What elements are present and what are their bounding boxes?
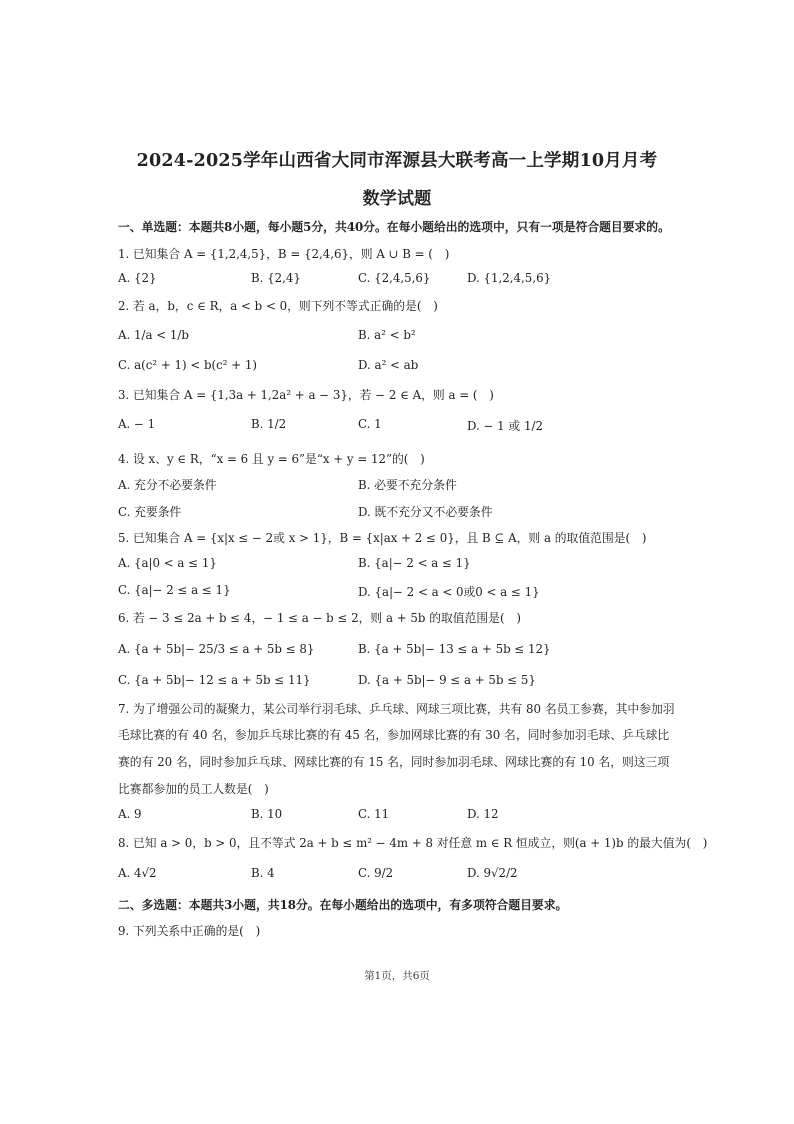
question-2-stem: 2. 若 a，b，c ∈ R，a < b < 0，则下列不等式正确的是( ) bbox=[118, 299, 438, 313]
question-9-stem: 9. 下列关系中正确的是( ) bbox=[118, 924, 261, 938]
exam-subtitle: 数学试题 bbox=[362, 189, 432, 209]
exam-title: 2024-2025学年山西省大同市浑源县大联考高一上学期10月月考 bbox=[136, 151, 658, 171]
question-6-option-a: A. {a + 5b|− 25/3 ≤ a + 5b ≤ 8} bbox=[118, 642, 315, 656]
question-5-option-a: A. {a|0 < a ≤ 1} bbox=[118, 556, 217, 570]
question-6-option-b: B. {a + 5b|− 13 ≤ a + 5b ≤ 12} bbox=[358, 642, 551, 656]
question-7-stem-line-1: 7. 为了增强公司的凝聚力，某公司举行羽毛球、乒乓球、网球三项比赛，共有 80 名员工参赛，其中参加羽 bbox=[118, 702, 675, 716]
question-1-option-a: A. {2} bbox=[118, 271, 157, 285]
question-1-option-b: B. {2,4} bbox=[251, 271, 301, 285]
question-4-option-d: D. 既不充分又不必要条件 bbox=[358, 505, 493, 519]
question-6-stem: 6. 若 − 3 ≤ 2a + b ≤ 4，− 1 ≤ a − b ≤ 2，则 a + 5b 的取值范围是( ) bbox=[118, 611, 521, 625]
question-4-option-a: A. 充分不必要条件 bbox=[118, 478, 217, 492]
question-5-stem: 5. 已知集合 A = {x|x ≤ − 2或 x > 1}，B = {x|ax + 2 ≤ 0}，且 B ⊆ A，则 a 的取值范围是( ) bbox=[118, 531, 647, 545]
question-7-option-b: B. 10 bbox=[251, 807, 283, 821]
question-7-option-c: C. 11 bbox=[358, 807, 390, 821]
question-7-stem-line-4: 比赛都参加的员工人数是( ) bbox=[118, 782, 269, 796]
question-7-stem-line-3: 赛的有 20 名，同时参加乒乓球、网球比赛的有 15 名，同时参加羽毛球、网球比赛的有 10 名，则这三项 bbox=[118, 755, 670, 769]
question-4-option-b: B. 必要不充分条件 bbox=[358, 478, 457, 492]
question-3-option-d: D. − 1 或 1/2 bbox=[467, 419, 543, 433]
question-5-option-c: C. {a|− 2 ≤ a ≤ 1} bbox=[118, 583, 231, 597]
question-2-option-a: A. 1/a < 1/b bbox=[118, 328, 189, 342]
question-2-option-b: B. a² < b² bbox=[358, 328, 416, 342]
question-6-option-c: C. {a + 5b|− 12 ≤ a + 5b ≤ 11} bbox=[118, 673, 311, 687]
question-7-stem-line-2: 毛球比赛的有 40 名，参加乒乓球比赛的有 45 名，参加网球比赛的有 30 名，同时参加羽毛球、乒乓球比 bbox=[118, 728, 670, 742]
question-4-stem: 4. 设 x、y ∈ R，“x = 6 且 y = 6”是“x + y = 12”的( ) bbox=[118, 452, 425, 466]
question-1-option-c: C. {2,4,5,6} bbox=[358, 271, 431, 285]
question-1-option-d: D. {1,2,4,5,6} bbox=[467, 271, 552, 285]
question-5-option-b: B. {a|− 2 < a ≤ 1} bbox=[358, 556, 471, 570]
question-3-stem: 3. 已知集合 A = {1,3a + 1,2a² + a − 3}，若 − 2 ∈ A，则 a = ( ) bbox=[118, 388, 494, 402]
question-8-option-d: D. 9√2/2 bbox=[467, 866, 518, 880]
section-1-header: 一、单选题：本题共8小题，每小题5分，共40分。在每小题给出的选项中，只有一项是符合题目要求的。 bbox=[118, 220, 670, 234]
question-5-option-d: D. {a|− 2 < a < 0或0 < a ≤ 1} bbox=[358, 585, 540, 599]
question-3-option-b: B. 1/2 bbox=[251, 417, 287, 431]
question-7-option-a: A. 9 bbox=[118, 807, 142, 821]
question-6-option-d: D. {a + 5b|− 9 ≤ a + 5b ≤ 5} bbox=[358, 673, 536, 687]
question-8-option-c: C. 9/2 bbox=[358, 866, 394, 880]
page-footer: 第1页，共6页 bbox=[364, 970, 430, 982]
question-3-option-c: C. 1 bbox=[358, 417, 382, 431]
question-8-option-a: A. 4√2 bbox=[118, 866, 157, 880]
question-1-stem: 1. 已知集合 A = {1,2,4,5}，B = {2,4,6}，则 A ∪ B = ( ) bbox=[118, 247, 450, 261]
question-7-option-d: D. 12 bbox=[467, 807, 499, 821]
question-4-option-c: C. 充要条件 bbox=[118, 505, 182, 519]
question-8-stem: 8. 已知 a > 0，b > 0，且不等式 2a + b ≤ m² − 4m + 8 对任意 m ∈ R 恒成立，则(a + 1)b 的最大值为( ) bbox=[118, 836, 708, 850]
question-3-option-a: A. − 1 bbox=[118, 417, 156, 431]
section-2-header: 二、多选题：本题共3小题，共18分。在每小题给出的选项中，有多项符合题目要求。 bbox=[118, 898, 568, 912]
question-2-option-c: C. a(c² + 1) < b(c² + 1) bbox=[118, 358, 257, 372]
question-2-option-d: D. a² < ab bbox=[358, 358, 419, 372]
question-8-option-b: B. 4 bbox=[251, 866, 275, 880]
